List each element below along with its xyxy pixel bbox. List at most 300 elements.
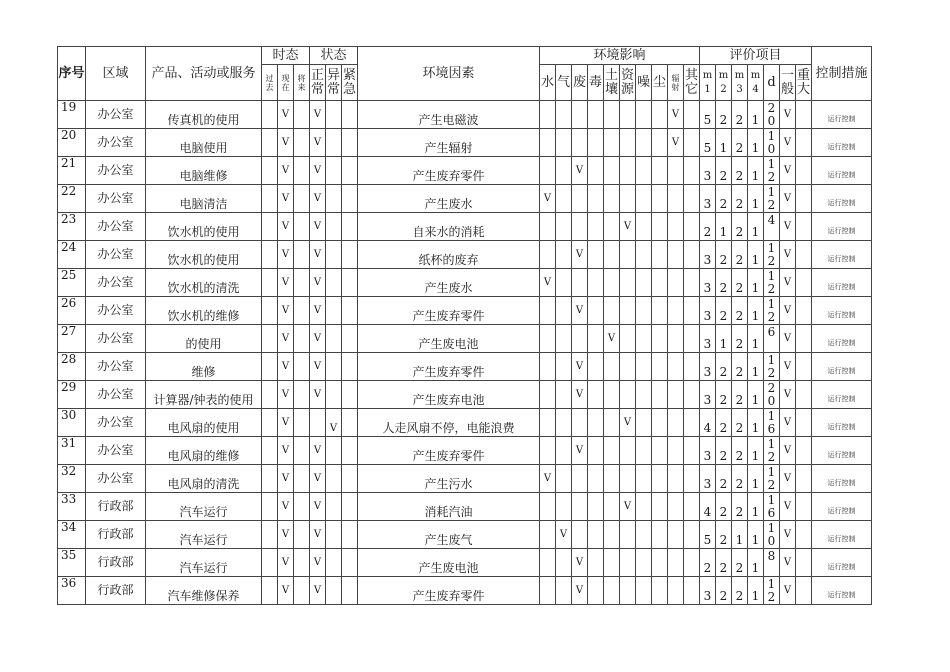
table-row xyxy=(58,577,872,605)
tense-present-mark: V xyxy=(278,185,294,213)
tense-future-cell xyxy=(294,297,310,325)
impact-cell xyxy=(684,521,700,549)
impact-cell xyxy=(652,493,668,521)
table-row xyxy=(58,269,872,297)
eval-m2: 2 xyxy=(716,269,732,297)
eval-d: 12 xyxy=(764,465,780,493)
impact-mark: V xyxy=(620,493,636,521)
impact-cell xyxy=(556,213,572,241)
impact-cell xyxy=(572,213,588,241)
tense-present-mark: V xyxy=(278,493,294,521)
table-row xyxy=(58,213,872,241)
impact-cell xyxy=(588,521,604,549)
state-normal-mark: V xyxy=(310,577,326,605)
row-area: 办公室 xyxy=(86,381,146,409)
state-emergency-cell xyxy=(342,129,358,157)
eval-d: 12 xyxy=(764,269,780,297)
eval-m3: 2 xyxy=(732,493,748,521)
state-normal-mark: V xyxy=(310,157,326,185)
row-control: 运行控制 xyxy=(812,381,872,409)
state-abnormal-cell xyxy=(326,437,342,465)
row-factor: 自来水的消耗 xyxy=(358,213,540,241)
table-row xyxy=(58,465,872,493)
impact-cell xyxy=(668,493,684,521)
impact-cell xyxy=(636,325,652,353)
impact-cell xyxy=(540,157,556,185)
eval-m2: 2 xyxy=(716,297,732,325)
eval-m3: 2 xyxy=(732,577,748,605)
eval-m4: 1 xyxy=(748,381,764,409)
impact-cell xyxy=(588,577,604,605)
impact-cell xyxy=(588,465,604,493)
row-control: 运行控制 xyxy=(812,465,872,493)
impact-cell xyxy=(540,241,556,269)
eval-major-cell xyxy=(796,549,812,577)
row-area: 办公室 xyxy=(86,297,146,325)
row-factor: 产生电磁波 xyxy=(358,101,540,129)
eval-general-mark: V xyxy=(780,381,796,409)
state-abnormal-mark: V xyxy=(326,409,342,437)
impact-cell xyxy=(684,465,700,493)
impact-cell xyxy=(652,521,668,549)
eval-m4: 1 xyxy=(748,269,764,297)
row-seq: 25 xyxy=(58,269,86,297)
eval-general-mark: V xyxy=(780,325,796,353)
row-activity: 饮水机的维修 xyxy=(146,297,262,325)
eval-d: 20 xyxy=(764,381,780,409)
tense-future-cell xyxy=(294,129,310,157)
eval-general-mark: V xyxy=(780,549,796,577)
state-emergency-cell xyxy=(342,185,358,213)
impact-cell xyxy=(636,465,652,493)
eval-m1: 3 xyxy=(700,269,716,297)
row-area: 办公室 xyxy=(86,437,146,465)
eval-m1: 3 xyxy=(700,353,716,381)
impact-cell xyxy=(556,157,572,185)
impact-cell xyxy=(652,185,668,213)
impact-cell xyxy=(620,465,636,493)
impact-cell xyxy=(540,129,556,157)
eval-m1: 5 xyxy=(700,129,716,157)
eval-d: 12 xyxy=(764,241,780,269)
impact-mark: V xyxy=(668,101,684,129)
impact-cell xyxy=(588,381,604,409)
eval-m3: 2 xyxy=(732,325,748,353)
state-abnormal-cell xyxy=(326,465,342,493)
table-row xyxy=(58,493,872,521)
impact-cell xyxy=(668,521,684,549)
impact-cell xyxy=(636,129,652,157)
row-seq: 31 xyxy=(58,437,86,465)
impact-cell xyxy=(636,521,652,549)
table-row xyxy=(58,297,872,325)
state-emergency-cell xyxy=(342,157,358,185)
tense-past-cell xyxy=(262,381,278,409)
table-row xyxy=(58,185,872,213)
header-impact-other: 其它 xyxy=(684,65,700,101)
state-emergency-cell xyxy=(342,353,358,381)
tense-past-cell xyxy=(262,577,278,605)
impact-cell xyxy=(636,353,652,381)
header-impact-group: 环境影响 xyxy=(540,47,700,65)
eval-d: 16 xyxy=(764,409,780,437)
state-emergency-cell xyxy=(342,465,358,493)
state-normal-mark: V xyxy=(310,185,326,213)
table-row xyxy=(58,157,872,185)
row-activity: 汽车运行 xyxy=(146,549,262,577)
impact-mark: V xyxy=(556,521,572,549)
impact-mark: V xyxy=(572,157,588,185)
eval-m3: 2 xyxy=(732,269,748,297)
impact-cell xyxy=(620,437,636,465)
eval-d: 8 xyxy=(764,549,780,577)
tense-present-mark: V xyxy=(278,353,294,381)
row-control: 运行控制 xyxy=(812,157,872,185)
impact-cell xyxy=(620,297,636,325)
header-eval-m4: m4 xyxy=(748,65,764,101)
impact-cell xyxy=(684,129,700,157)
eval-m1: 5 xyxy=(700,101,716,129)
impact-cell xyxy=(604,241,620,269)
impact-cell xyxy=(540,213,556,241)
row-activity: 电风扇的维修 xyxy=(146,437,262,465)
eval-m1: 2 xyxy=(700,213,716,241)
impact-cell xyxy=(652,325,668,353)
impact-cell xyxy=(668,325,684,353)
impact-cell xyxy=(556,101,572,129)
tense-past-cell xyxy=(262,493,278,521)
row-factor: 纸杯的废弃 xyxy=(358,241,540,269)
row-activity: 计算器/钟表的使用 xyxy=(146,381,262,409)
impact-cell xyxy=(540,437,556,465)
impact-cell xyxy=(652,381,668,409)
row-area: 行政部 xyxy=(86,577,146,605)
row-seq: 19 xyxy=(58,101,86,129)
impact-cell xyxy=(556,381,572,409)
impact-mark: V xyxy=(604,325,620,353)
impact-cell xyxy=(588,409,604,437)
row-activity: 饮水机的使用 xyxy=(146,241,262,269)
tense-present-mark: V xyxy=(278,381,294,409)
header-state-normal: 正常 xyxy=(310,65,326,101)
impact-cell xyxy=(636,549,652,577)
table-row xyxy=(58,409,872,437)
state-abnormal-cell xyxy=(326,157,342,185)
impact-cell xyxy=(620,185,636,213)
tense-present-mark: V xyxy=(278,269,294,297)
impact-cell xyxy=(556,241,572,269)
eval-m4: 1 xyxy=(748,465,764,493)
row-activity: 饮水机的使用 xyxy=(146,213,262,241)
state-normal-mark: V xyxy=(310,325,326,353)
tense-present-mark: V xyxy=(278,157,294,185)
state-abnormal-cell xyxy=(326,213,342,241)
impact-mark: V xyxy=(572,297,588,325)
row-factor: 产生废电池 xyxy=(358,325,540,353)
eval-m1: 2 xyxy=(700,549,716,577)
impact-cell xyxy=(684,549,700,577)
impact-cell xyxy=(588,437,604,465)
tense-past-cell xyxy=(262,465,278,493)
eval-m1: 3 xyxy=(700,157,716,185)
eval-major-cell xyxy=(796,101,812,129)
eval-m2: 2 xyxy=(716,409,732,437)
impact-cell xyxy=(540,549,556,577)
row-seq: 26 xyxy=(58,297,86,325)
eval-major-cell xyxy=(796,129,812,157)
row-seq: 21 xyxy=(58,157,86,185)
eval-general-mark: V xyxy=(780,465,796,493)
impact-cell xyxy=(620,549,636,577)
eval-major-cell xyxy=(796,465,812,493)
eval-major-cell xyxy=(796,437,812,465)
eval-m4: 1 xyxy=(748,129,764,157)
eval-m2: 2 xyxy=(716,157,732,185)
impact-cell xyxy=(636,297,652,325)
state-abnormal-cell xyxy=(326,521,342,549)
state-emergency-cell xyxy=(342,381,358,409)
impact-cell xyxy=(572,521,588,549)
impact-cell xyxy=(556,577,572,605)
state-emergency-cell xyxy=(342,269,358,297)
eval-major-cell xyxy=(796,157,812,185)
impact-cell xyxy=(684,101,700,129)
eval-m3: 2 xyxy=(732,241,748,269)
impact-cell xyxy=(636,577,652,605)
header-eval-group: 评价项目 xyxy=(700,47,812,65)
state-emergency-cell xyxy=(342,325,358,353)
state-normal-mark: V xyxy=(310,101,326,129)
row-activity: 饮水机的清洗 xyxy=(146,269,262,297)
header-eval-m2: m2 xyxy=(716,65,732,101)
header-control: 控制措施 xyxy=(812,47,872,101)
impact-cell xyxy=(652,213,668,241)
eval-m3: 2 xyxy=(732,549,748,577)
row-activity: 汽车运行 xyxy=(146,493,262,521)
table-row xyxy=(58,101,872,129)
eval-major-cell xyxy=(796,493,812,521)
impact-cell xyxy=(684,269,700,297)
row-area: 行政部 xyxy=(86,549,146,577)
row-seq: 32 xyxy=(58,465,86,493)
state-emergency-cell xyxy=(342,101,358,129)
row-seq: 30 xyxy=(58,409,86,437)
row-area: 办公室 xyxy=(86,185,146,213)
impact-cell xyxy=(684,353,700,381)
impact-cell xyxy=(684,577,700,605)
row-seq: 36 xyxy=(58,577,86,605)
row-factor: 产生污水 xyxy=(358,465,540,493)
tense-present-mark: V xyxy=(278,129,294,157)
row-seq: 20 xyxy=(58,129,86,157)
tense-present-mark: V xyxy=(278,325,294,353)
eval-m3: 2 xyxy=(732,353,748,381)
header-eval-m3: m3 xyxy=(732,65,748,101)
eval-m1: 4 xyxy=(700,409,716,437)
state-emergency-cell xyxy=(342,493,358,521)
tense-future-cell xyxy=(294,493,310,521)
tense-future-cell xyxy=(294,101,310,129)
impact-cell xyxy=(604,269,620,297)
impact-cell xyxy=(620,325,636,353)
environmental-factor-table xyxy=(57,46,872,605)
impact-cell xyxy=(604,409,620,437)
row-factor: 产生废电池 xyxy=(358,549,540,577)
state-abnormal-cell xyxy=(326,381,342,409)
header-tense-future: 将来 xyxy=(294,65,310,101)
impact-cell xyxy=(636,185,652,213)
impact-cell xyxy=(604,101,620,129)
state-emergency-cell xyxy=(342,409,358,437)
eval-m1: 3 xyxy=(700,325,716,353)
eval-m3: 2 xyxy=(732,297,748,325)
state-normal-mark: V xyxy=(310,129,326,157)
row-seq: 24 xyxy=(58,241,86,269)
eval-m2: 2 xyxy=(716,549,732,577)
impact-cell xyxy=(588,213,604,241)
header-impact-radiation: 辐射 xyxy=(668,65,684,101)
eval-d: 12 xyxy=(764,297,780,325)
eval-m2: 2 xyxy=(716,185,732,213)
eval-m3: 2 xyxy=(732,437,748,465)
table-row xyxy=(58,381,872,409)
state-emergency-cell xyxy=(342,577,358,605)
eval-m3: 2 xyxy=(732,409,748,437)
state-normal-mark: V xyxy=(310,493,326,521)
eval-general-mark: V xyxy=(780,185,796,213)
impact-cell xyxy=(572,129,588,157)
eval-m4: 1 xyxy=(748,101,764,129)
row-activity: 维修 xyxy=(146,353,262,381)
eval-general-mark: V xyxy=(780,353,796,381)
impact-cell xyxy=(684,157,700,185)
row-control: 运行控制 xyxy=(812,577,872,605)
header-tense-present: 现在 xyxy=(278,65,294,101)
eval-m4: 1 xyxy=(748,241,764,269)
row-area: 办公室 xyxy=(86,213,146,241)
impact-cell xyxy=(588,325,604,353)
row-factor: 产生废弃零件 xyxy=(358,577,540,605)
impact-cell xyxy=(572,185,588,213)
header-impact-air: 气 xyxy=(556,65,572,101)
impact-cell xyxy=(668,157,684,185)
tense-past-cell xyxy=(262,101,278,129)
tense-future-cell xyxy=(294,269,310,297)
header-area: 区域 xyxy=(86,47,146,101)
eval-general-mark: V xyxy=(780,213,796,241)
tense-present-mark: V xyxy=(278,213,294,241)
state-normal-mark: V xyxy=(310,297,326,325)
impact-cell xyxy=(540,101,556,129)
impact-cell xyxy=(684,325,700,353)
header-eval-d: d xyxy=(764,65,780,101)
impact-cell xyxy=(668,213,684,241)
row-area: 办公室 xyxy=(86,353,146,381)
impact-cell xyxy=(620,521,636,549)
tense-present-mark: V xyxy=(278,409,294,437)
tense-future-cell xyxy=(294,437,310,465)
header-factor: 环境因素 xyxy=(358,47,540,101)
row-seq: 29 xyxy=(58,381,86,409)
row-control: 运行控制 xyxy=(812,409,872,437)
impact-cell xyxy=(604,493,620,521)
impact-cell xyxy=(540,577,556,605)
eval-d: 20 xyxy=(764,101,780,129)
row-control: 运行控制 xyxy=(812,521,872,549)
impact-cell xyxy=(684,409,700,437)
tense-future-cell xyxy=(294,325,310,353)
tense-past-cell xyxy=(262,437,278,465)
state-emergency-cell xyxy=(342,241,358,269)
eval-m1: 3 xyxy=(700,297,716,325)
impact-cell xyxy=(604,157,620,185)
impact-cell xyxy=(652,353,668,381)
table-row xyxy=(58,437,872,465)
header-state-group: 状态 xyxy=(310,47,358,65)
row-control: 运行控制 xyxy=(812,493,872,521)
eval-general-mark: V xyxy=(780,297,796,325)
header-impact-soil: 土壤 xyxy=(604,65,620,101)
eval-m1: 4 xyxy=(700,493,716,521)
tense-past-cell xyxy=(262,129,278,157)
state-normal-mark: V xyxy=(310,353,326,381)
table-row xyxy=(58,129,872,157)
impact-cell xyxy=(684,297,700,325)
impact-cell xyxy=(604,577,620,605)
eval-major-cell xyxy=(796,185,812,213)
table-row xyxy=(58,241,872,269)
row-factor: 产生废弃零件 xyxy=(358,437,540,465)
row-activity: 电风扇的使用 xyxy=(146,409,262,437)
impact-cell xyxy=(588,353,604,381)
row-area: 行政部 xyxy=(86,521,146,549)
impact-cell xyxy=(588,157,604,185)
state-abnormal-cell xyxy=(326,269,342,297)
table-row xyxy=(58,549,872,577)
state-abnormal-cell xyxy=(326,185,342,213)
eval-general-mark: V xyxy=(780,409,796,437)
eval-d: 12 xyxy=(764,577,780,605)
state-emergency-cell xyxy=(342,213,358,241)
eval-general-mark: V xyxy=(780,521,796,549)
row-control: 运行控制 xyxy=(812,297,872,325)
tense-future-cell xyxy=(294,521,310,549)
tense-past-cell xyxy=(262,549,278,577)
state-abnormal-cell xyxy=(326,353,342,381)
impact-cell xyxy=(636,437,652,465)
state-abnormal-cell xyxy=(326,493,342,521)
tense-past-cell xyxy=(262,353,278,381)
eval-general-mark: V xyxy=(780,157,796,185)
header-eval-major: 重大 xyxy=(796,65,812,101)
impact-mark: V xyxy=(620,213,636,241)
impact-cell xyxy=(540,353,556,381)
eval-m3: 2 xyxy=(732,185,748,213)
state-normal-mark: V xyxy=(310,241,326,269)
impact-cell xyxy=(668,549,684,577)
tense-future-cell xyxy=(294,157,310,185)
impact-cell xyxy=(620,101,636,129)
header-seq: 序号 xyxy=(58,47,86,101)
impact-cell xyxy=(540,325,556,353)
eval-d: 12 xyxy=(764,157,780,185)
row-factor: 产生辐射 xyxy=(358,129,540,157)
impact-cell xyxy=(588,269,604,297)
row-area: 行政部 xyxy=(86,493,146,521)
row-seq: 27 xyxy=(58,325,86,353)
impact-cell xyxy=(588,129,604,157)
row-area: 办公室 xyxy=(86,241,146,269)
